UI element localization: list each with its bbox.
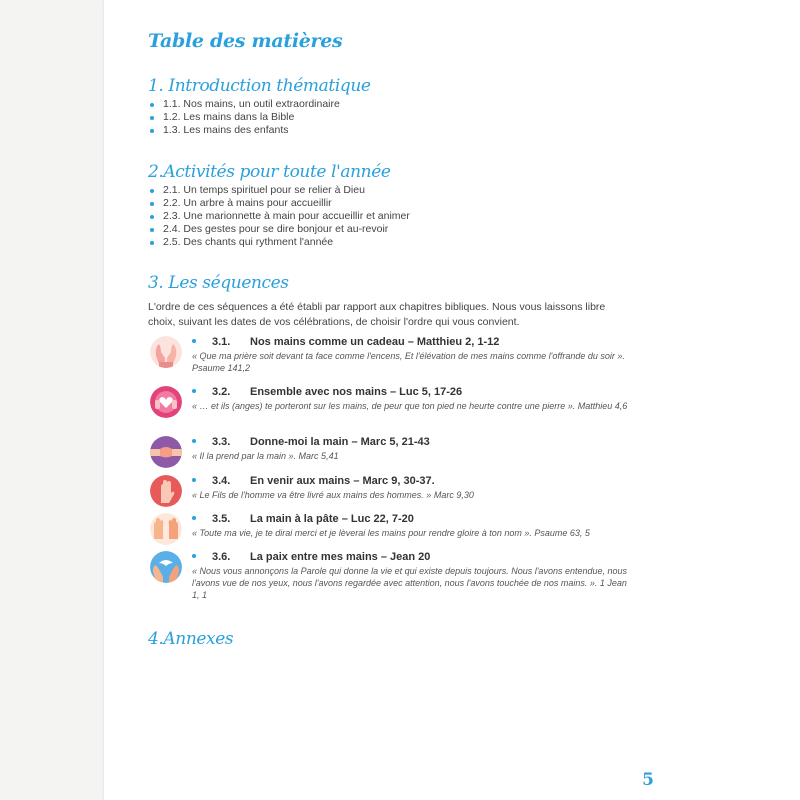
sequence-quote: « Que ma prière soit devant ta face comme l'encens, Et l'élévation de mes mains comme l'offrande du soir ». Psaume 141,2 — [192, 351, 625, 373]
bullet-icon — [192, 339, 196, 343]
toc-list-introduction — [148, 98, 340, 137]
toc-item: 2.1. Un temps spirituel pour se relier à Dieu — [148, 184, 410, 197]
sequence-title: 3.3. Donne-moi la main – Marc 5, 21-43 — [192, 436, 430, 448]
page-title: Table des matières — [148, 30, 343, 52]
sequences-intro: L'ordre de ces séquences a été établi par rapport aux chapitres bibliques. Nous vous laissons libre choix, suivant les dates de vos célébrations, de choisir l'ordre qui vous convient. — [148, 301, 606, 328]
dove-hands-icon — [150, 551, 182, 583]
toc-item: 2.4. Des gestes pour se dire bonjour et au-revoir — [148, 223, 410, 236]
sequence-quote: « Il la prend par la main ». Marc 5,41 — [192, 451, 339, 461]
toc-item: 2.5. Des chants qui rythment l'année — [148, 236, 410, 249]
heart-hands-icon — [150, 386, 182, 418]
sequence-title: 3.2. Ensemble avec nos mains – Luc 5, 17-26 — [192, 386, 462, 398]
toc-item: 1.1. Nos mains, un outil extraordinaire — [148, 98, 340, 111]
bullet-icon — [192, 554, 196, 558]
sequence-quote: « Nous vous annonçons la Parole qui donne la vie et qui existe depuis toujours. Nous l'avons entendue, nous l'avons vue de nos yeux, nous l'avons regardée avec attention, nous l'avons touchée de nos mains. ». 1 Jean 1, 1 — [192, 566, 628, 600]
section-heading-activities: 2.Activités pour toute l'année — [148, 162, 391, 182]
sequence-title: 3.1. Nos mains comme un cadeau – Matthieu 2, 1-12 — [192, 336, 499, 348]
sequence-quote: « Toute ma vie, je te dirai merci et je lèverai les mains pour rendre gloire à ton nom ». Psaume 63, 5 — [192, 528, 590, 538]
toc-item: 1.2. Les mains dans la Bible — [148, 111, 340, 124]
open-hands-icon — [150, 336, 182, 368]
sequence-title: 3.4. En venir aux mains – Marc 9, 30-37. — [192, 475, 435, 487]
sequence-title: 3.6. La paix entre mes mains – Jean 20 — [192, 551, 430, 563]
bullet-icon — [192, 478, 196, 482]
handshake-icon — [150, 436, 182, 468]
toc-list-activities — [148, 184, 410, 249]
bullet-icon — [192, 439, 196, 443]
section-heading-sequences: 3. Les séquences — [148, 273, 289, 293]
section-heading-annexes: 4.Annexes — [148, 629, 234, 649]
toc-item: 2.3. Une marionnette à main pour accueillir et animer — [148, 210, 410, 223]
page-sheet — [104, 0, 800, 800]
raised-hands-icon — [150, 513, 182, 545]
raised-hand-icon — [150, 475, 182, 507]
toc-item: 2.2. Un arbre à mains pour accueillir — [148, 197, 410, 210]
page-number: 5 — [642, 770, 654, 790]
section-heading-introduction: 1. Introduction thématique — [148, 76, 371, 96]
sequence-title: 3.5. La main à la pâte – Luc 22, 7-20 — [192, 513, 414, 525]
bullet-icon — [192, 389, 196, 393]
toc-item: 1.3. Les mains des enfants — [148, 124, 340, 137]
sequence-quote: « … et ils (anges) te porteront sur les mains, de peur que ton pied ne heurte contre une pierre ». Matthieu 4,6 — [192, 401, 628, 411]
bullet-icon — [192, 516, 196, 520]
sequence-quote: « Le Fils de l'homme va être livré aux mains des hommes. » Marc 9,30 — [192, 490, 474, 500]
